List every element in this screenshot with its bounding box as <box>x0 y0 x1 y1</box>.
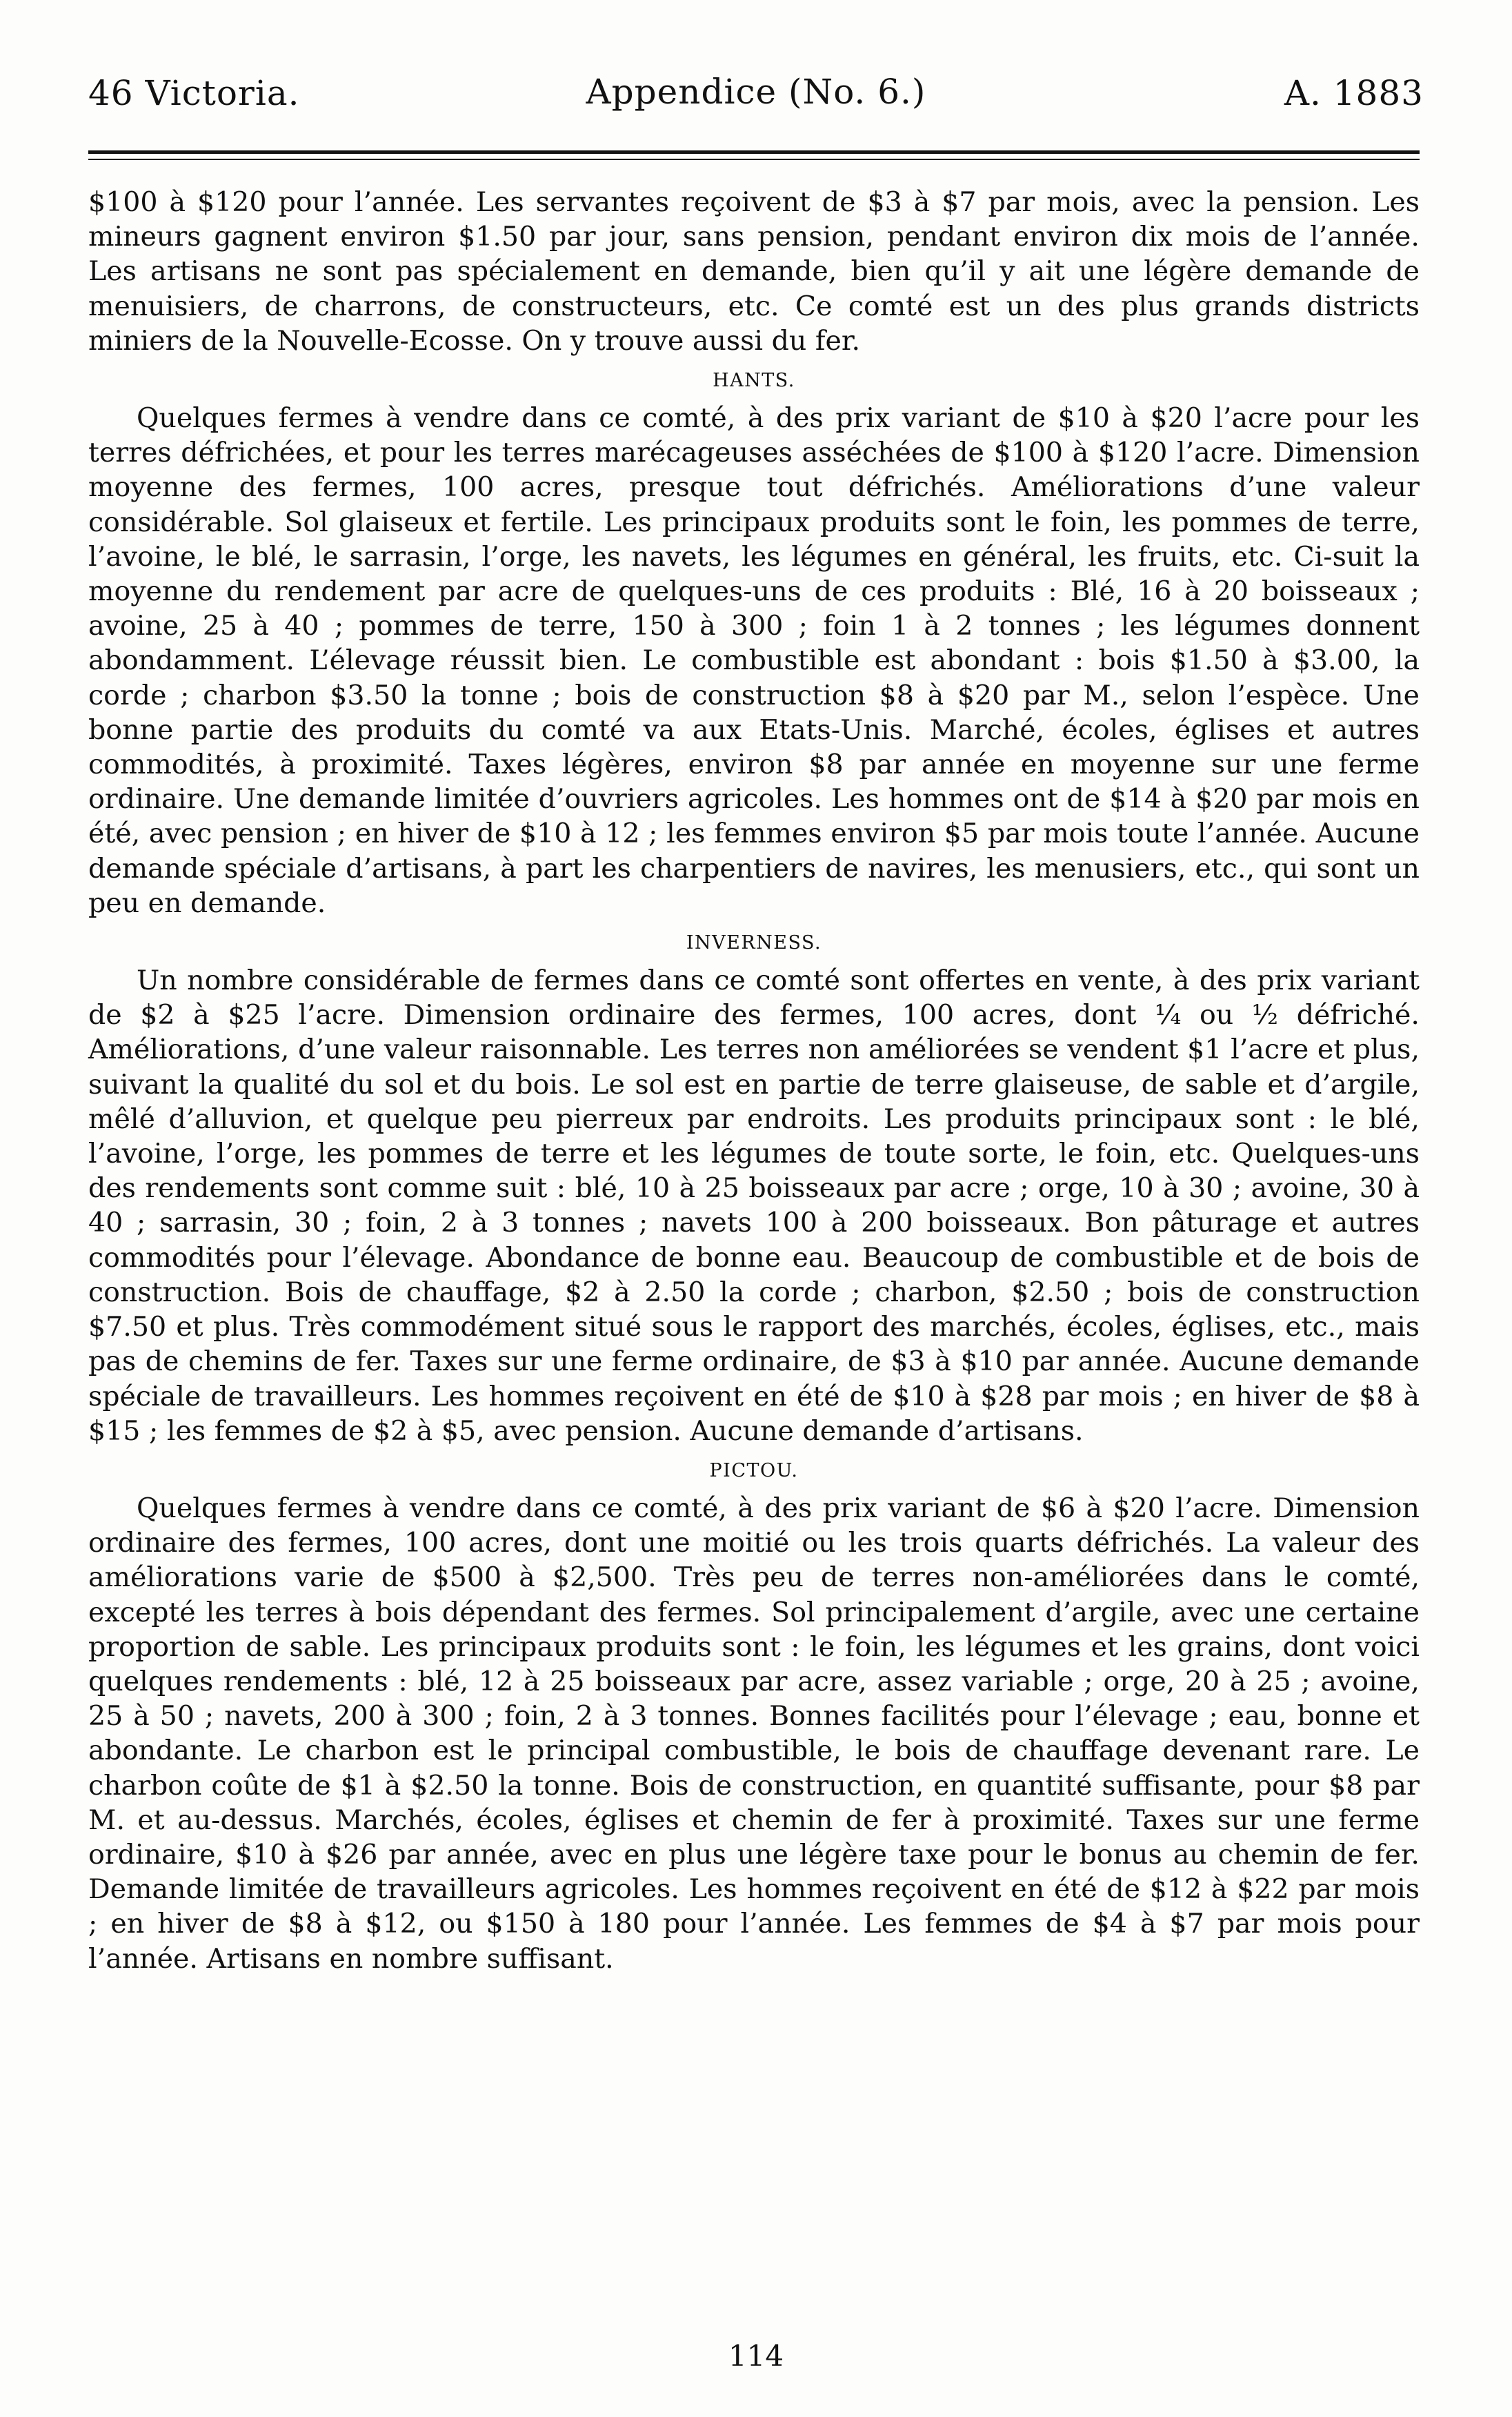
header-center: Appendice (No. 6.) <box>586 72 926 112</box>
header-rule-thick <box>88 150 1420 154</box>
header-right: A. 1883 <box>1284 73 1424 113</box>
header-left: 46 Victoria. <box>88 73 300 113</box>
header-rule-thin <box>88 159 1420 160</box>
paragraph-inverness: Un nombre considérable de fermes dans ce comté sont offertes en vente, à des prix variant de $2 à $25 l’acre. Dimension ordinaire des fermes, 100 acres, dont ¼ ou ½ défriché. Améliorations, d’une valeur raisonnable. Les terres non améliorées se vendent $1 l’acre et plus, suivant la qualité du sol et du bois. Le sol est en partie de terre glaiseuse, de sable et d’argile, mêlé d’alluvion, et quelque peu pierreux par endroits. Les produits principaux sont : le blé, l’avoine, l’orge, les pommes de terre et les légumes de toute sorte, le foin, etc. Quelques-uns des rendements sont comme suit : blé, 10 à 25 boisseaux par acre ; orge, 10 à 30 ; avoine, 30 à 40 ; sarrasin, 30 ; foin, 2 à 3 tonnes ; navets 100 à 200 boisseaux. Bon pâturage et autres commodités pour l’élevage. Abondance de bonne eau. Beaucoup de combustible et de bois de construction. Bois de chauffage, $2 à 2.50 la corde ; charbon, $2.50 ; bois de construction $7.50 et plus. Très commodément situé sous le rapport des marchés, écoles, églises, etc., mais pas de chemins de fer. Taxes sur une ferme ordinaire, de $3 à $10 par année. Aucune demande spéciale de travailleurs. Les hommes reçoivent en été de $10 à $28 par mois ; en hiver de $8 à $15 ; les femmes de $2 à $5, avec pension. Aucune demande d’artisans. <box>88 965 1420 1447</box>
page-number: 114 <box>728 2339 784 2373</box>
section-heading-pictou: PICTOU. <box>709 1459 799 1481</box>
section-heading-inverness: INVERNESS. <box>686 932 822 954</box>
section-heading-hants: HANTS. <box>713 370 795 392</box>
intro-paragraph: $100 à $120 pour l’année. Les servantes reçoivent de $3 à $7 par mois, avec la pension. Les mineurs gagnent environ $1.50 par jour, sans pension, pendant environ dix mois de l’année. Les artisans ne sont pas spécialement en demande, bien qu’il y ait une légère demande de menuisiers, de charrons, de constructeurs, etc. Ce comté est un des plus grands districts miniers de la Nouvelle-Ecosse. On y trouve aussi du fer. <box>88 186 1420 357</box>
paragraph-hants: Quelques fermes à vendre dans ce comté, à des prix variant de $10 à $20 l’acre pour les terres défrichées, et pour les terres marécageuses asséchées de $100 à $120 l’acre. Dimension moyenne des fermes, 100 acres, presque tout défrichés. Améliorations d’une valeur considérable. Sol glaiseux et fertile. Les principaux produits sont le foin, les pommes de terre, l’avoine, le blé, le sarrasin, l’orge, les navets, les légumes en général, les fruits, etc. Ci-suit la moyenne du rendement par acre de quelques-uns de ces produits : Blé, 16 à 20 boisseaux ; avoine, 25 à 40 ; pommes de terre, 150 à 300 ; foin 1 à 2 tonnes ; les légumes donnent abondamment. L’élevage réussit bien. Le combustible est abondant : bois $1.50 à $3.00, la corde ; charbon $3.50 la tonne ; bois de construction $8 à $20 par M., selon l’espèce. Une bonne partie des produits du comté va aux Etats-Unis. Marché, écoles, églises et autres commodités, à proximité. Taxes légères, environ $8 par année en moyenne sur une ferme ordinaire. Une demande limitée d’ouvriers agricoles. Les hommes ont de $14 à $20 par mois en été, avec pension ; en hiver de $10 à 12 ; les femmes environ $5 par mois toute l’année. Aucune demande spéciale d’artisans, à part les charpentiers de navires, les menusiers, etc., qui sont un peu en demande. <box>88 402 1420 919</box>
body-text <box>88 185 1420 1976</box>
paragraph-pictou: Quelques fermes à vendre dans ce comté, à des prix variant de $6 à $20 l’acre. Dimension ordinaire des fermes, 100 acres, dont une moitié ou les trois quarts défrichés. La valeur des améliorations varie de $500 à $2,500. Très peu de terres non-améliorées dans le comté, excepté les terres à bois dépendant des fermes. Sol principalement d’argile, avec une certaine proportion de sable. Les principaux produits sont : le foin, les légumes et les grains, dont voici quelques rendements : blé, 12 à 25 boisseaux par acre, assez variable ; orge, 20 à 25 ; avoine, 25 à 50 ; navets, 200 à 300 ; foin, 2 à 3 tonnes. Bonnes facilités pour l’élevage ; eau, bonne et abondante. Le charbon est le principal combustible, le bois de chauffage devenant rare. Le charbon coûte de $1 à $2.50 la tonne. Bois de construction, en quantité suffisante, pour $8 par M. et au-dessus. Marchés, écoles, églises et chemin de fer à proximité. Taxes sur une ferme ordinaire, $10 à $26 par année, avec en plus une légère taxe pour le bonus au chemin de fer. Demande limitée de travailleurs agricoles. Les hommes reçoivent en été de $12 à $22 par mois ; en hiver de $8 à $12, ou $150 à 180 pour l’année. Les femmes de $4 à $7 par mois pour l’année. Artisans en nombre suffisant. <box>88 1492 1420 1975</box>
running-header <box>88 69 1424 117</box>
